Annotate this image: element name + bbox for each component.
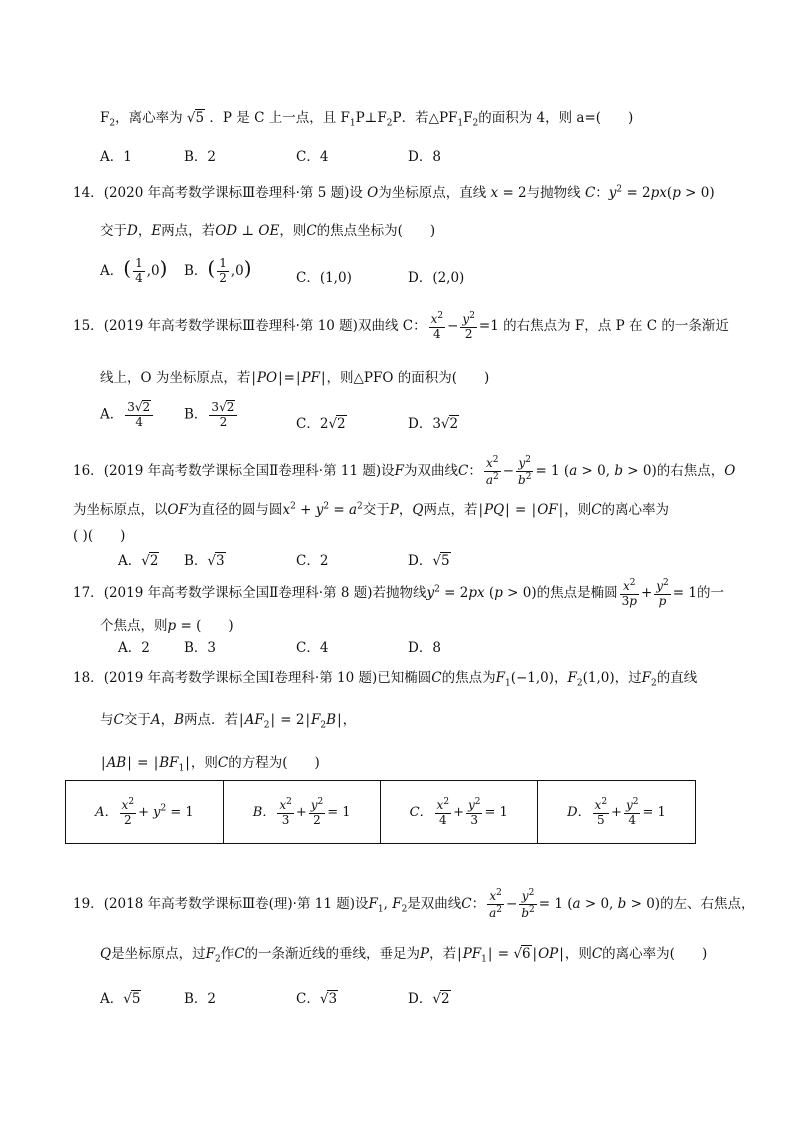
q19-option-d: D．√2 bbox=[408, 991, 450, 1007]
q15-option-c: C．2√2 bbox=[296, 416, 346, 432]
q14-option-b: B．( $\frac{1}{2}$ ,0) bbox=[184, 256, 252, 285]
q18-line2: 与C交于A，B两点．若$|AF_2| = 2|F_2B|$， bbox=[100, 712, 357, 731]
q19-line1: 19．(2018 年高考数学课标Ⅲ卷(理)·第 11 题)设$F_1$, $F_2$是双曲线C： $\frac{x^2}{a^2}$ − $\frac{y^2}{b^2}$ = 1 (a > 0, b > 0)的左、右焦点， bbox=[73, 888, 755, 920]
q14-option-d: D．(2,0) bbox=[408, 270, 465, 286]
q13-option-b: B．2 bbox=[184, 149, 217, 165]
q17-option-d: D．8 bbox=[408, 640, 441, 656]
q15-line1: 15．(2019 年高考数学课标Ⅲ卷理科·第 10 题)双曲线 C： $\frac{x^2}{4}$ − $\frac{y^2}{2}$ =1 的右焦点为 F，点 P 在 C 的一条渐近 bbox=[73, 311, 729, 341]
q18-line3: $|AB| = |BF_1|$，则C的方程为( ) bbox=[101, 755, 320, 774]
q17-line2: 个焦点，则p = ( ) bbox=[100, 618, 234, 634]
q16-line3: ( )( ) bbox=[73, 528, 126, 544]
q17-option-c: C．4 bbox=[296, 640, 329, 656]
q16-line2: 为坐标原点，以OF为直径的圆与圆$x^2 + y^2 = a^2$交于P，Q两点，若|PQ| = |OF|，则C的离心率为 bbox=[73, 501, 670, 518]
q16-line1: 16．(2019 年高考数学课标全国Ⅱ卷理科·第 11 题)设F为双曲线C： $\frac{x^2}{a^2}$ − $\frac{y^2}{b^2}$ = 1 (a > 0, b > 0)的右焦点，O bbox=[73, 455, 736, 487]
q16-option-c: C．2 bbox=[296, 553, 329, 569]
q15-option-d: D．3√2 bbox=[408, 416, 459, 432]
q17-line1: 17．(2019 年高考数学课标全国Ⅱ卷理科·第 8 题)若抛物线$y^2 = 2px$ (p > 0)的焦点是椭圆 $\frac{x^2}{3p}$ + $\frac{y^2}{p}$ = 1的一 bbox=[73, 578, 724, 608]
q14-line1: 14．(2020 年高考数学课标Ⅲ卷理科·第 5 题)设 O为坐标原点，直线 x = 2与抛物线 C：$y^2 = 2px(p > 0)$ bbox=[73, 184, 715, 201]
q18-option-a: A． $\frac{x^2}{2}$ + $y^2 = 1$ bbox=[66, 781, 224, 844]
q16-option-a: A．√2 bbox=[118, 553, 159, 569]
q19-option-b: B．2 bbox=[184, 991, 217, 1007]
q16-option-d: D．√5 bbox=[408, 553, 450, 569]
q15-option-a: A． $\frac{3√2}{4}$ bbox=[100, 400, 155, 430]
q14-option-c: C．(1,0) bbox=[296, 270, 352, 286]
q15-line2: 线上，O 为坐标原点，若|PO|=|PF|，则△PFO 的面积为( ) bbox=[100, 370, 490, 386]
q15-option-b: B． $\frac{3√2}{2}$ bbox=[184, 400, 239, 430]
q17-option-b: B．3 bbox=[184, 640, 217, 656]
q19-option-a: A．√5 bbox=[100, 991, 141, 1007]
q18-option-c: C． $\frac{x^2}{4}$ + $\frac{y^2}{3}$ = 1 bbox=[380, 781, 537, 844]
q13-line1: $F_2$，离心率为 √5 ．P 是 C 上一点，且 $F_1P\perp F_2P$．若$\triangle PF_1F_2$的面积为 4，则 a=( ) bbox=[100, 110, 634, 129]
q13-option-d: D．8 bbox=[408, 149, 441, 165]
q19-option-c: C．√3 bbox=[296, 991, 338, 1007]
q18-option-b: B． $\frac{x^2}{3}$ + $\frac{y^2}{2}$ = 1 bbox=[223, 781, 380, 844]
q16-option-b: B．√3 bbox=[184, 553, 225, 569]
q14-line2: 交于D，E两点，若OD ⊥ OE，则C的焦点坐标为( ) bbox=[100, 223, 436, 239]
q18-option-d: D． $\frac{x^2}{5}$ + $\frac{y^2}{4}$ = 1 bbox=[537, 781, 695, 844]
q13-option-c: C．4 bbox=[296, 149, 329, 165]
q13-option-a: A．1 bbox=[100, 149, 132, 165]
q19-line2: Q是坐标原点，过$F_2$作C的一条渐近线的垂线，垂足为P，若$|PF_1| = √6$ |OP|，则C的离心率为( ) bbox=[100, 946, 708, 965]
q18-options-table bbox=[65, 780, 696, 844]
q14-option-a: A．( $\frac{1}{4}$ ,0) bbox=[100, 256, 168, 285]
q18-line1: 18．(2019 年高考数学课标全国Ⅰ卷理科·第 10 题)已知椭圆C的焦点为$F_1(-1,0)$，$F_2(1,0)$，过$F_2$的直线 bbox=[73, 670, 698, 689]
q17-option-a: A．2 bbox=[118, 640, 150, 656]
